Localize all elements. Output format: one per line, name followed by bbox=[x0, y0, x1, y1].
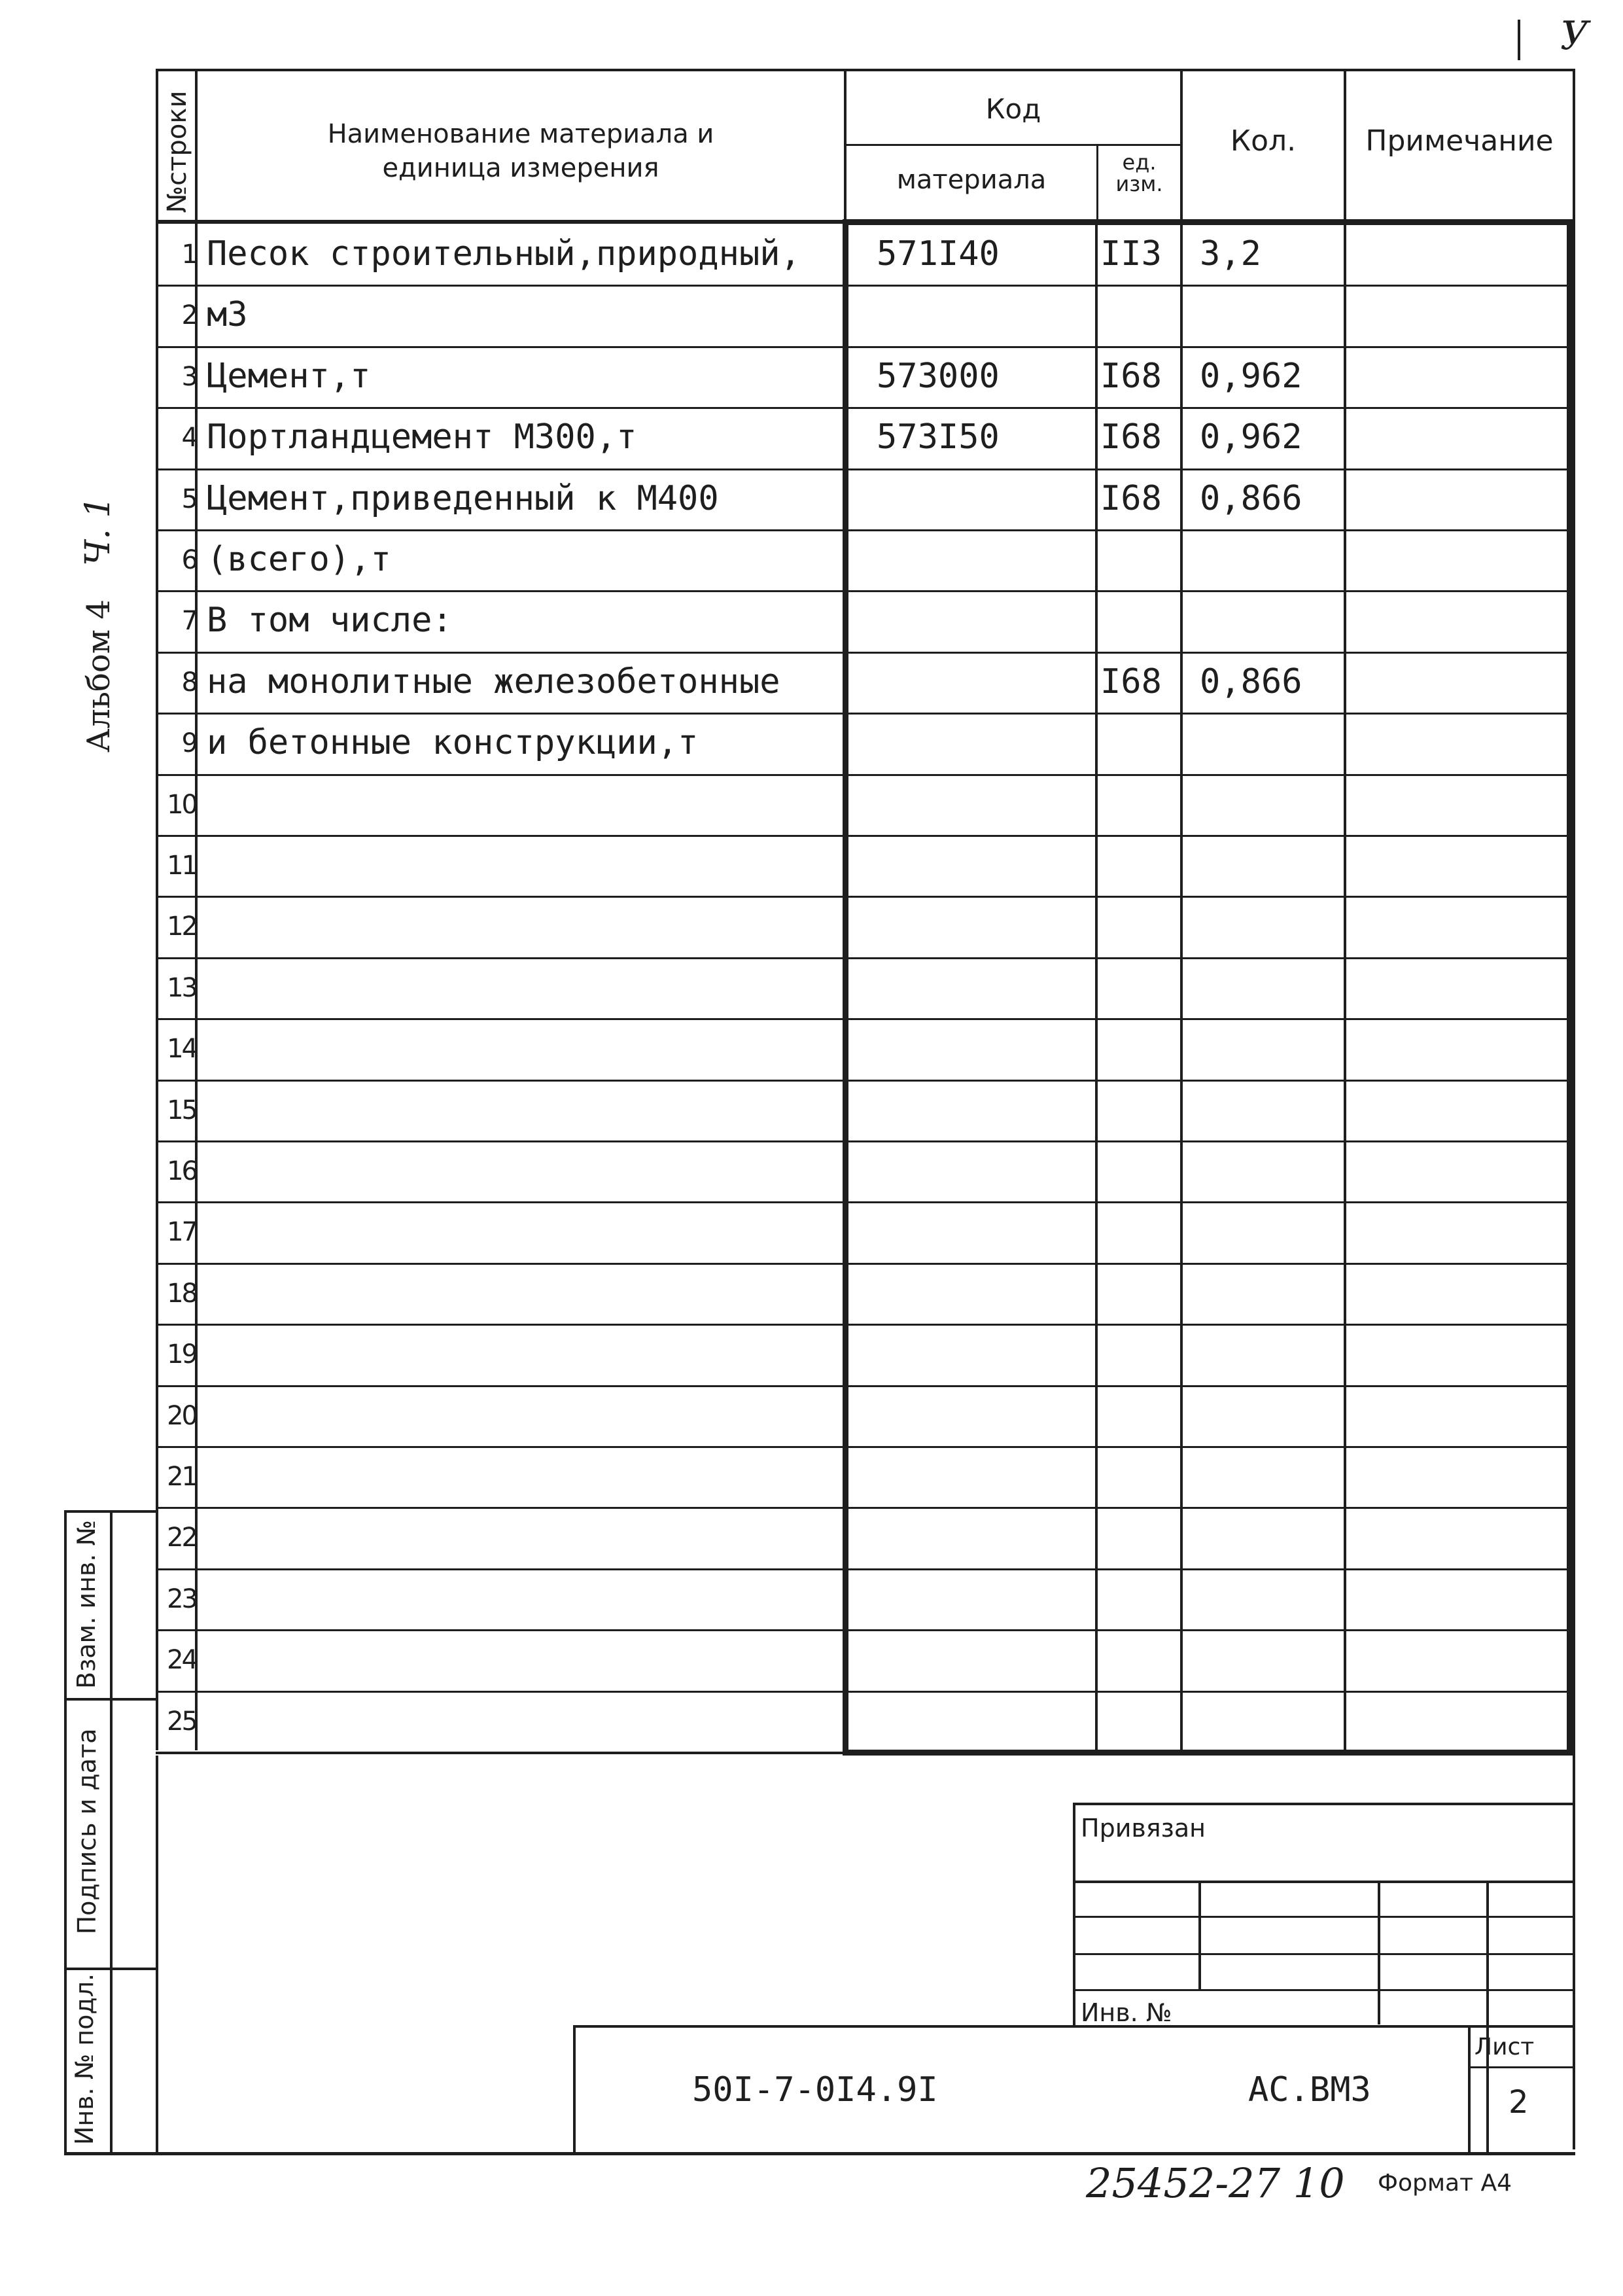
stamp-rule3 bbox=[1073, 1953, 1574, 1955]
row-unit: II3 bbox=[1100, 234, 1162, 274]
table-row bbox=[0, 407, 1623, 468]
stamp-rule1 bbox=[1073, 1881, 1574, 1883]
row-number: 6 bbox=[181, 545, 196, 575]
stamp-title-left bbox=[573, 2025, 576, 2153]
table-row bbox=[0, 1568, 1623, 1629]
row-qty: 0,962 bbox=[1200, 417, 1302, 457]
strip-mid bbox=[110, 1510, 113, 2155]
row-name: на монолитные железобетонные bbox=[207, 662, 780, 701]
header-qty: Кол. bbox=[1230, 124, 1297, 158]
row-number: 20 bbox=[167, 1401, 196, 1431]
row-number: 19 bbox=[167, 1339, 196, 1369]
table-row bbox=[0, 1140, 1623, 1201]
header-row-no: №строки bbox=[162, 90, 192, 213]
frame-bottom bbox=[64, 2152, 1575, 2155]
row-number: 18 bbox=[167, 1279, 196, 1309]
row-number: 16 bbox=[167, 1156, 196, 1186]
stamp-inv-no: Инв. № bbox=[1081, 1998, 1172, 2027]
row-number: 23 bbox=[167, 1584, 196, 1614]
row-number: 7 bbox=[181, 606, 196, 636]
stamp-doc-code: 50I-7-0I4.9I bbox=[692, 2070, 938, 2110]
stamp-vdiv3 bbox=[1486, 1881, 1489, 2154]
row-number: 25 bbox=[167, 1706, 196, 1737]
stamp-sheet-rule bbox=[1468, 2066, 1574, 2068]
stamp-sheet-label: Лист bbox=[1475, 2034, 1535, 2060]
footer-handwritten-number: 25452-27 10 bbox=[1086, 2159, 1345, 2207]
header-note: Примечание bbox=[1365, 124, 1554, 158]
table-row bbox=[0, 1263, 1623, 1324]
table-row bbox=[0, 285, 1623, 345]
row-qty: 0,866 bbox=[1200, 662, 1302, 701]
stamp-sheet-no: 2 bbox=[1509, 2084, 1529, 2121]
row-number: 14 bbox=[167, 1034, 196, 1064]
hdr-code-underline bbox=[844, 144, 1181, 146]
row-name: (всего),т bbox=[207, 540, 391, 579]
row-name: Цемент,т bbox=[207, 357, 371, 396]
row-number: 2 bbox=[181, 300, 196, 330]
row-number: 8 bbox=[181, 667, 196, 698]
table-row bbox=[0, 1385, 1623, 1446]
table-row bbox=[0, 835, 1623, 896]
footer-format: Формат А4 bbox=[1378, 2170, 1512, 2197]
row-name: и бетонные конструкции,т bbox=[207, 723, 699, 762]
row-name: Цемент,приведенный к М400 bbox=[207, 479, 719, 518]
table-row bbox=[0, 590, 1623, 651]
row-number: 15 bbox=[167, 1095, 196, 1125]
table-row bbox=[0, 713, 1623, 773]
side-album-text: Альбом 4 bbox=[80, 599, 117, 752]
row-name: В том числе: bbox=[207, 601, 453, 640]
row-name: Песок строительный,природный, bbox=[207, 234, 801, 274]
table-row bbox=[0, 1324, 1623, 1385]
side-album bbox=[79, 496, 118, 752]
header-name-line2: единица измерения bbox=[382, 153, 659, 183]
side-podpis: Подпись и дата bbox=[73, 1728, 101, 1935]
side-inv-podl: Инв. № подл. bbox=[70, 1973, 99, 2146]
row-code: 573000 bbox=[877, 357, 1000, 396]
stamp-rule4 bbox=[1073, 1989, 1574, 1991]
hdr-div-code bbox=[844, 69, 846, 226]
table-row bbox=[0, 468, 1623, 529]
header-unit-l2: изм. bbox=[1115, 171, 1163, 196]
row-name: Портландцемент М300,т bbox=[207, 417, 637, 457]
row-unit: I68 bbox=[1100, 479, 1162, 518]
table-row bbox=[0, 1018, 1623, 1079]
row-unit: I68 bbox=[1100, 417, 1162, 457]
corner-tick bbox=[1518, 20, 1520, 60]
row-qty: 0,866 bbox=[1200, 479, 1302, 518]
strip-div2 bbox=[64, 1968, 157, 1970]
table-row bbox=[0, 957, 1623, 1018]
stamp-title-top bbox=[573, 2025, 1574, 2028]
row-code: 573I50 bbox=[877, 417, 1000, 457]
table-row bbox=[0, 224, 1623, 285]
row-code: 571I40 bbox=[877, 234, 1000, 274]
table-row bbox=[0, 1201, 1623, 1262]
row-name: м3 bbox=[207, 295, 248, 334]
row-qty: 0,962 bbox=[1200, 357, 1302, 396]
table-row bbox=[0, 529, 1623, 590]
table-row bbox=[0, 1629, 1623, 1690]
table-row bbox=[0, 1691, 1623, 1752]
stamp-left bbox=[156, 1756, 158, 2152]
table-row bbox=[0, 346, 1623, 407]
row-qty: 3,2 bbox=[1200, 234, 1261, 274]
corner-mark: У bbox=[1560, 13, 1589, 59]
row-number: 11 bbox=[167, 851, 196, 881]
table-row bbox=[0, 1080, 1623, 1140]
stamp-mark: АС.ВМ3 bbox=[1248, 2070, 1371, 2110]
row-number: 10 bbox=[167, 790, 196, 820]
stamp-rule2 bbox=[1073, 1916, 1574, 1918]
table-row bbox=[0, 896, 1623, 957]
stamp-left-inner bbox=[1073, 1803, 1075, 2025]
row-number: 24 bbox=[167, 1645, 196, 1675]
stamp-top bbox=[1073, 1803, 1574, 1805]
stamp-vdiv1 bbox=[1198, 1881, 1201, 1989]
row-number: 4 bbox=[181, 423, 196, 453]
header-unit-l1: ед. bbox=[1122, 150, 1157, 175]
row-number: 12 bbox=[167, 911, 196, 942]
row-unit: I68 bbox=[1100, 357, 1162, 396]
row-number: 5 bbox=[181, 484, 196, 514]
table-row bbox=[0, 1446, 1623, 1507]
row-unit: I68 bbox=[1100, 662, 1162, 701]
table-row bbox=[0, 652, 1623, 713]
table-bottom-rule bbox=[156, 1752, 846, 1754]
row-number: 3 bbox=[181, 362, 196, 392]
side-album-part: Ч. 1 bbox=[79, 496, 118, 566]
row-number: 9 bbox=[181, 728, 196, 758]
row-number: 21 bbox=[167, 1462, 196, 1492]
side-vzam: Взам. инв. № bbox=[72, 1520, 101, 1689]
header-code: Код bbox=[985, 93, 1041, 125]
header-name-line1: Наименование материала и bbox=[327, 119, 714, 149]
row-number: 22 bbox=[167, 1523, 196, 1553]
row-number: 13 bbox=[167, 973, 196, 1003]
frame-top bbox=[156, 69, 1574, 71]
strip-left bbox=[64, 1510, 67, 2155]
row-number: 1 bbox=[181, 239, 196, 270]
header-code-material: материала bbox=[896, 165, 1047, 195]
stamp-sheet-left bbox=[1468, 2025, 1471, 2153]
table-row bbox=[0, 774, 1623, 835]
table-row bbox=[0, 1507, 1623, 1568]
stamp-vdiv2 bbox=[1378, 1881, 1380, 2024]
row-number: 17 bbox=[167, 1217, 196, 1247]
stamp-privyazan: Привязан bbox=[1081, 1814, 1206, 1843]
